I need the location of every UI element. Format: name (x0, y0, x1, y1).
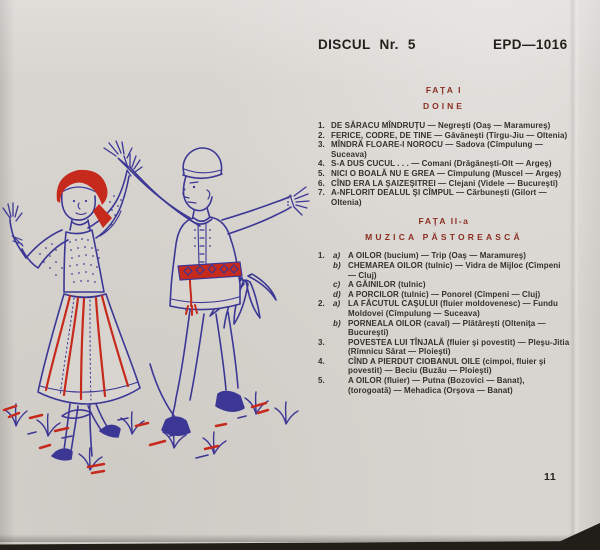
track-row (318, 179, 570, 189)
track-number (318, 261, 333, 280)
track-number: 2. (318, 299, 325, 309)
track-text: CÎND A PIERDUT CIOBANUL OILE (cimpoi, fluier şi povestit) — Beciu (Buzău — Ploieşti) (348, 356, 546, 376)
track-number: 3. (318, 140, 325, 150)
track-letter: a) (333, 299, 341, 309)
track-letter: b) (333, 260, 341, 270)
track-letter (333, 376, 348, 395)
track-row (318, 357, 570, 376)
page-bottom-shadow (0, 534, 600, 542)
track-text: A PORCILOR (tulnic) — Ponorel (Cîmpeni — Cluj) (348, 289, 541, 299)
track-row (318, 251, 570, 261)
track-number: 4. (318, 356, 325, 366)
track-row (318, 261, 570, 280)
track-text: CÎND ERA LA ŞAIZEŞITREI — Clejani (Videle — Bucureşti) (331, 178, 558, 188)
side2-track-list (318, 251, 570, 395)
track-text: A-NFLORIT DEALUL ŞI CÎMPUL — Cărbuneşti (Gilort — Oltenia) (331, 188, 547, 207)
folk-dance-illustration (0, 116, 312, 506)
track-row (318, 121, 570, 131)
track-number: 2. (318, 130, 325, 140)
track-text: PORNEALA OILOR (caval) — Plătăreşti (Olteniţa — Bucureşti) (348, 318, 546, 338)
track-number: 1. (318, 251, 325, 261)
track-text: S-A DUS CUCUL . . . — Comani (Drăgăneşti-Olt — Argeş) (331, 159, 552, 169)
side1-heading: FAŢA I (425, 85, 463, 95)
track-row (318, 280, 570, 290)
side2-heading: FAŢA II-a (418, 216, 470, 227)
side2-subheading: MUZICA PĂSTOREASCĂ (365, 232, 523, 243)
track-letter: a) (333, 251, 341, 261)
track-text: A OILOR (bucium) — Trip (Oaş — Maramureş) (348, 251, 527, 261)
disc-number: DISCUL Nr. 5 (318, 37, 416, 52)
track-row (318, 131, 570, 141)
track-letter (333, 338, 348, 357)
track-number: 5. (318, 168, 325, 178)
track-text: MÎNDRĂ FLOARE-I NOROCU — Sadova (Cîmpulung — Suceava) (331, 140, 543, 159)
track-text: FERICE, CODRE, DE TINE — Găvăneşti (Tîrgu-Jiu — Oltenia) (331, 130, 568, 140)
track-row (318, 338, 570, 357)
track-row (318, 159, 570, 169)
track-text: NICI O BOALĂ NU E GREA — Cîmpulung (Muscel — Argeş) (331, 168, 562, 178)
track-number: 7. (318, 188, 325, 198)
track-text: LA FĂCUTUL CAŞULUI (fluier moldovenesc) — Fundu Moldovei (Cîmpulung — Suceava) (348, 299, 559, 318)
track-row (318, 290, 570, 300)
track-text: A OILOR (fluier) — Putna (Bozovici — Banat), (torogoată) — Mehadica (Orşova — Banat) (348, 376, 525, 395)
track-row (318, 169, 570, 179)
track-number: 6. (318, 178, 325, 188)
track-letter: c) (333, 280, 341, 290)
side1-track-list (318, 121, 570, 207)
track-number (318, 290, 333, 300)
track-number (318, 280, 333, 290)
track-row (318, 376, 570, 395)
track-number: 3. (318, 337, 325, 347)
track-text: CHEMAREA OILOR (tulnic) — Vidra de Mijloc (Cîmpeni — Cluj) (348, 260, 561, 280)
ground-red-dashes (4, 403, 268, 473)
track-text: POVESTEA LUI TÎNJALĂ (fluier şi povestit) — Pleşu-Jitia (Rîmnicu Sărat — Ploieşti) (348, 337, 570, 357)
track-letter: b) (333, 318, 341, 328)
track-letter (333, 357, 348, 376)
grass-blue (5, 392, 298, 470)
track-row (318, 188, 570, 207)
page-number: 11 (544, 471, 557, 483)
headscarf-tail (93, 204, 112, 228)
track-text: DE SĂRACU MÎNDRUŢU — Negreşti (Oaş — Maramureş) (331, 121, 551, 130)
track-number (318, 319, 333, 338)
catalog-number: EPD—1016 (493, 37, 568, 52)
track-text: A GĂINILOR (tulnic) (348, 280, 426, 290)
track-row (318, 319, 570, 338)
track-listing-column (318, 85, 570, 395)
track-row (318, 140, 570, 159)
side1-subheading: DOINE (423, 101, 465, 111)
track-number: 1. (318, 121, 325, 130)
track-letter: d) (333, 289, 341, 299)
track-number: 4. (318, 159, 325, 169)
track-number: 5. (318, 376, 325, 386)
track-row (318, 299, 570, 318)
page-crease (569, 0, 579, 550)
